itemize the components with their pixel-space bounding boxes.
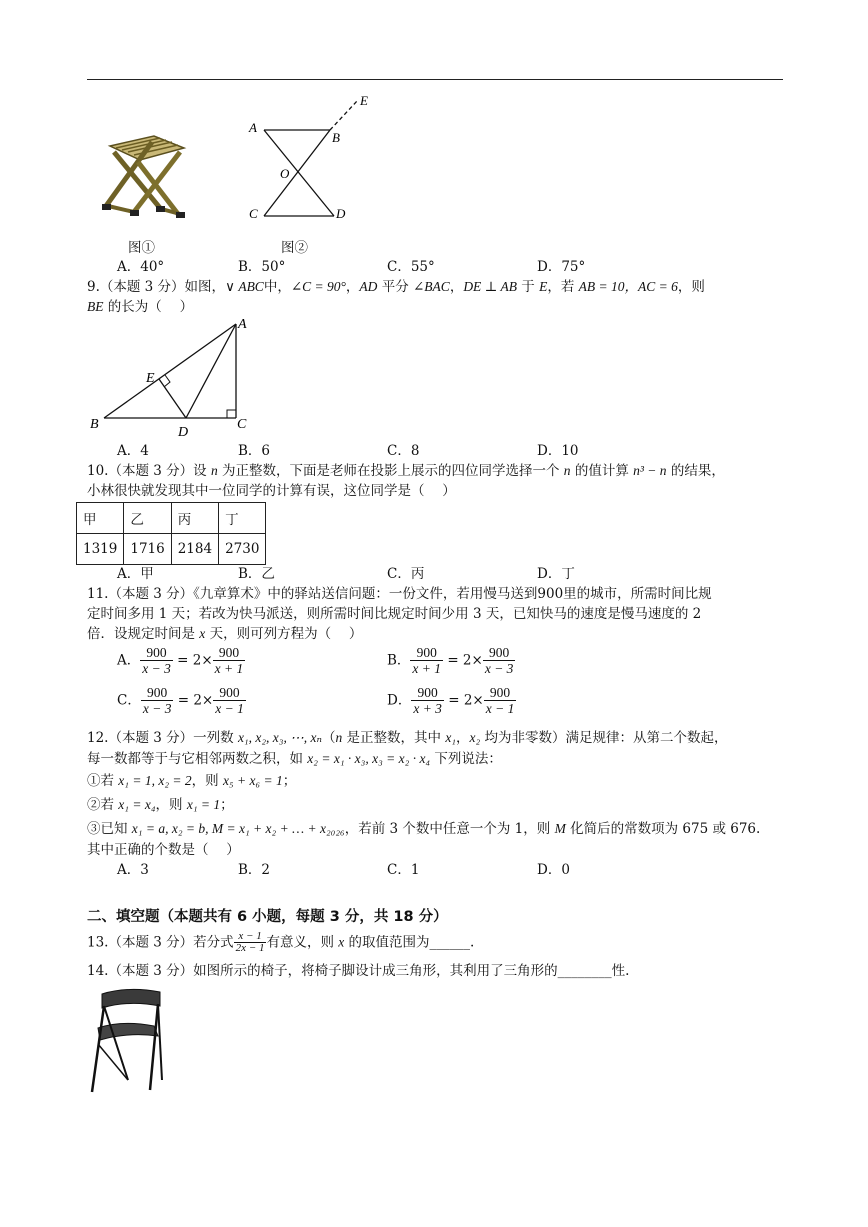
figure-1-caption: 图①	[128, 240, 155, 256]
q12-option-a: A．3	[117, 862, 149, 878]
label-d: D	[336, 206, 346, 221]
folding-stool-illustration	[92, 128, 192, 224]
q9-label-d: D	[178, 425, 189, 440]
q8-option-d: D．75°	[537, 259, 586, 275]
table-cell: 2730	[219, 534, 266, 565]
q11-stem-line-3: 倍．设规定时间是 x 天，则可列方程为（ ）	[87, 626, 363, 642]
q9-label-a: A	[238, 317, 247, 332]
section-2-heading: 二、填空题（本题共有 6 小题，每题 3 分，共 18 分）	[87, 909, 448, 925]
q10-option-a: A．甲	[117, 566, 154, 582]
q12-option-d: D．0	[537, 862, 570, 878]
label-a: A	[249, 120, 257, 135]
q12-question: 其中正确的个数是（ ）	[87, 842, 240, 858]
table-row	[77, 503, 266, 534]
table-cell: 1716	[124, 534, 171, 565]
q10-results-table	[76, 502, 266, 565]
q9-label-e: E	[146, 371, 155, 386]
q9-label-b: B	[90, 417, 99, 432]
figure-2-caption: 图②	[281, 240, 308, 256]
q14-stem: 14.（本题 3 分）如图所示的椅子，将椅子脚设计成三角形，其利用了三角形的________性.	[87, 963, 630, 979]
q11-option-d: D． $\frac{900}{x + 3}$ = 2× $\frac{900}{x - 1}$	[387, 685, 515, 716]
q10-option-c: C．丙	[387, 566, 425, 582]
table-header-cell: 丁	[219, 503, 266, 534]
header-rule	[87, 79, 783, 80]
q9-option-c: C．8	[387, 443, 420, 459]
q12-option-b: B．2	[238, 862, 271, 878]
q10-stem-line-1: 10.（本题 3 分）设 n 为正整数，下面是老师在投影上展示的四位同学选择一个 n 的值计算 n³ − n 的结果，	[87, 463, 725, 479]
q11-option-c: C． $\frac{900}{x - 3}$ = 2× $\frac{900}{x - 1}$	[117, 685, 244, 716]
table-row	[77, 534, 266, 565]
q12-statement-2: ②若 x₁ = x₄，则 x₁ = 1；	[87, 797, 234, 813]
q12-stem-line-1: 12.（本题 3 分）一列数 x₁, x₂, x₃, ⋯, xₙ（n 是正整数，其中 x₁，x₂ 均为非零数）满足规律：从第二个数起，	[87, 730, 728, 746]
q8-option-c: C．55°	[387, 259, 435, 275]
label-b: B	[332, 130, 340, 145]
q9-triangle-diagram	[86, 312, 256, 442]
q12-statement-1: ①若 x₁ = 1, x₂ = 2，则 x₅ + x₆ = 1；	[87, 773, 297, 789]
q9-label-c: C	[237, 417, 247, 432]
label-c: C	[249, 206, 258, 221]
label-o: O	[280, 166, 290, 181]
q12-option-c: C．1	[387, 862, 420, 878]
q11-option-b: B． $\frac{900}{x + 1}$ = 2× $\frac{900}{x - 3}$	[387, 645, 514, 676]
q13-stem: 13.（本题 3 分）若分式 $\frac{x - 1}{2x - 1}$ 有意义，则 x 的取值范围为______.	[87, 930, 475, 954]
q9-stem-line-1: 9.（本题 3 分）如图，∨ ABC中，∠C = 90°，AD 平分 ∠BAC，DE ⊥ AB 于 E，若 AB = 10，AC = 6，则	[87, 279, 705, 295]
table-header-cell: 乙	[124, 503, 171, 534]
table-header-cell: 丙	[171, 503, 218, 534]
figure-2-diagram	[240, 90, 380, 230]
q10-option-d: D．丁	[537, 566, 575, 582]
q12-statement-3: ③已知 x₁ = a, x₂ = b, M = x₁ + x₂ + … + x₂₀₂₆，若前 3 个数中任意一个为 1，则 M 化简后的常数项为 675 或 676.	[87, 821, 761, 837]
q12-stem-line-2: 每一数都等于与它相邻两数之积，如 x₂ = x₁ · x₃, x₃ = x₂ · x₄ 下列说法：	[87, 751, 502, 767]
q9-stem-line-2: BE 的长为（ ）	[87, 299, 194, 315]
q9-option-d: D．10	[537, 443, 579, 459]
label-e: E	[360, 93, 368, 108]
q9-option-a: A．4	[117, 443, 149, 459]
table-header-cell: 甲	[77, 503, 124, 534]
q9-option-b: B．6	[238, 443, 271, 459]
q11-option-a: A． $\frac{900}{x - 3}$ = 2× $\frac{900}{x + 1}$	[117, 645, 244, 676]
q11-stem-line-2: 定时间多用 1 天；若改为快马派送，则所需时间比规定时间少用 3 天，已知快马的速度是慢马速度的 2	[87, 606, 702, 622]
q11-stem-line-1: 11.（本题 3 分）《九章算术》中的驿站送信问题：一份文件，若用慢马送到900里的城市，所需时间比规	[87, 586, 712, 602]
table-cell: 1319	[77, 534, 124, 565]
q8-option-a: A．40°	[117, 259, 165, 275]
q10-stem-line-2: 小林很快就发现其中一位同学的计算有误，这位同学是（ ）	[87, 483, 456, 499]
q10-option-b: B．乙	[238, 566, 275, 582]
chair-illustration	[88, 984, 168, 1094]
q8-option-b: B．50°	[238, 259, 286, 275]
table-cell: 2184	[171, 534, 218, 565]
